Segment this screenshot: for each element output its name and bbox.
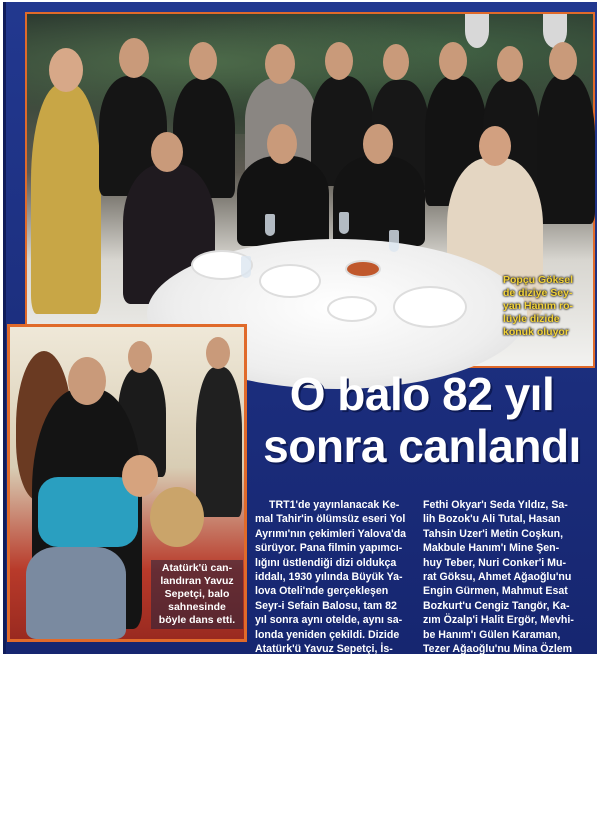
- caption-line: konuk oluyor: [503, 326, 569, 338]
- plate: [259, 264, 321, 298]
- musician: [196, 367, 242, 517]
- headline-line: O balo 82 yıl: [289, 368, 555, 420]
- article-column-2: [423, 498, 593, 671]
- article-line: Bozkurt'u Cengiz Tangör, Ka-: [423, 599, 570, 612]
- caption-line: landıran Yavuz: [160, 575, 234, 587]
- woman-dancing-blue: [38, 477, 138, 547]
- person-head: [325, 42, 353, 80]
- article-line: lih Bozok'u Ali Tutal, Hasan: [423, 513, 561, 526]
- article-line: Ayrımı'nın çekimleri Yalova'da: [255, 527, 407, 540]
- sauce-dish: [345, 260, 381, 278]
- person-head: [479, 126, 511, 166]
- woman-yellow-dress: [31, 84, 101, 314]
- man-seated-tuxedo: [237, 156, 329, 246]
- person-head: [363, 124, 393, 164]
- article-line: yıl sonra aynı otelde, aynı sa-: [255, 614, 403, 627]
- person-head: [383, 44, 409, 80]
- article-line: TRT1'de yayınlanacak Ke-: [269, 499, 400, 511]
- plate: [327, 296, 377, 322]
- newspaper-clipping: [3, 2, 597, 670]
- person-head: [189, 42, 217, 80]
- person-head: [267, 124, 297, 164]
- caption-line: böyle dans etti.: [158, 614, 236, 626]
- article-line: iddalı, 1930 yılında Büyük Ya-: [255, 571, 403, 584]
- person-head: [549, 42, 577, 80]
- inset-caption: [151, 560, 243, 629]
- drum: [150, 487, 204, 547]
- article-line: huy Teber, Nuri Conker'i Mu-: [423, 556, 566, 569]
- person-head: [128, 341, 152, 373]
- article-line: lığını üstlendiği dizi oldukça: [255, 556, 397, 569]
- person-head: [68, 357, 106, 405]
- person-head: [151, 132, 183, 172]
- article-line: zım Özalp'i Halit Ergör, Mevhi-: [423, 614, 574, 627]
- article-line: Engin Gürmen, Mahmut Esat: [423, 585, 568, 598]
- person-head: [265, 44, 295, 84]
- article-line: met İnönü'yü Haluk Cömert,: [255, 657, 396, 670]
- plate: [393, 286, 467, 328]
- glass: [265, 214, 275, 236]
- caption-line: Popçu Göksel: [503, 274, 574, 286]
- article-line: lova Oteli'nde gerçekleşen: [255, 585, 389, 598]
- person-head: [439, 42, 467, 80]
- glass: [241, 256, 251, 278]
- caption-line: lüyle dizide: [503, 313, 560, 325]
- article-line: Tezer Ağaoğlu'nu Mina Özlem: [423, 643, 573, 656]
- headline-line: sonra canlandı: [263, 420, 581, 472]
- caption-line: Sepetçi, balo: [164, 588, 230, 600]
- glass: [339, 212, 349, 234]
- headline: [249, 368, 595, 472]
- caption-line: sahnesinde: [168, 601, 226, 613]
- article-column-1: [255, 498, 415, 671]
- glass: [389, 230, 399, 252]
- caption-line: Atatürk'ü can-: [161, 562, 233, 574]
- photo-caption: [503, 274, 589, 339]
- woman-dancing-skirt: [26, 547, 126, 639]
- article-line: Fethi Okyar'ı Seda Yıldız, Sa-: [423, 499, 568, 511]
- article-line: londa yeniden çekildi. Dizide: [255, 628, 400, 641]
- article-line: Leo canlandırıyor.: [423, 657, 514, 670]
- caption-line: de diziye Sey-: [503, 287, 573, 299]
- hanging-decoration: [465, 14, 489, 48]
- article-line: sürüyor. Pana filmin yapımcı-: [255, 542, 403, 555]
- article-line: Seyr-i Sefain Balosu, tam 82: [255, 599, 397, 612]
- person-head: [497, 46, 523, 82]
- caption-line: yan Hanım ro-: [503, 300, 574, 312]
- article-line: Atatürk'ü Yavuz Sepetçi, İs-: [255, 643, 393, 656]
- person-head: [49, 48, 83, 92]
- person-head: [206, 337, 230, 369]
- edge-stripe: [3, 2, 6, 654]
- article-line: be Hanım'ı Gülen Karaman,: [423, 628, 561, 641]
- article-line: rat Göksu, Ahmet Ağaoğlu'nu: [423, 571, 572, 584]
- article-line: Tahsin Uzer'i Metin Coşkun,: [423, 527, 564, 540]
- person-head: [119, 38, 149, 78]
- person-head: [122, 455, 158, 497]
- man-tuxedo: [537, 74, 595, 224]
- article-line: Makbule Hanım'ı Mine Şen-: [423, 542, 560, 555]
- article-line: mal Tahir'in ölümsüz eseri Yol: [255, 513, 406, 526]
